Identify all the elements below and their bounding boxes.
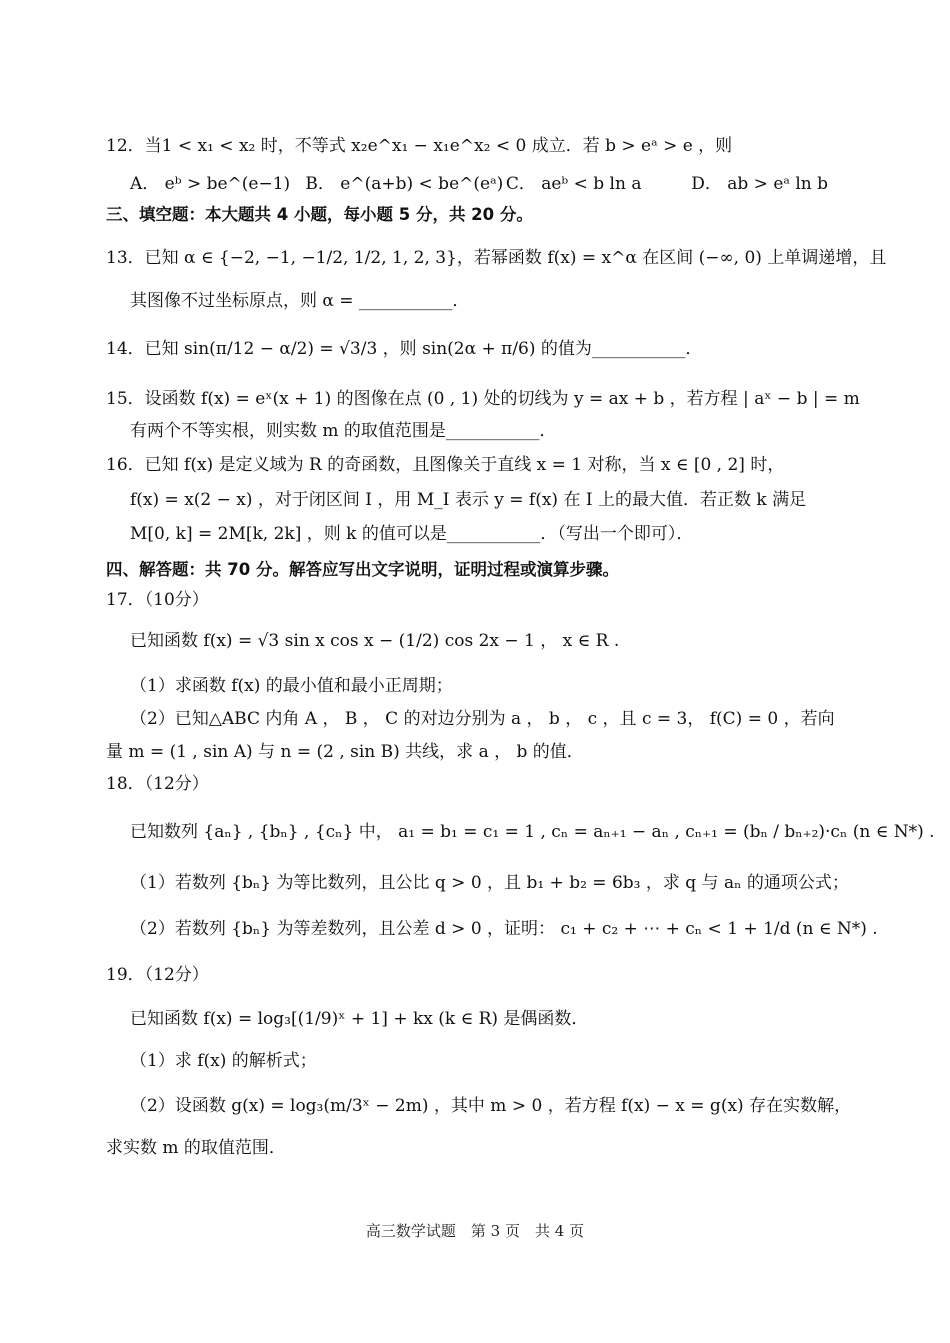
q13-line-1: 13．已知 α ∈ {−2, −1, −1/2, 1/2, 1, 2, 3}，若幂函数 f(x) = x^α 在区间 (−∞, 0) 上单调递增，且 <box>106 248 887 268</box>
q16-line-3: M[0, k] = 2M[k, 2k] ，则 k 的值可以是___________．（写出一个即可）． <box>130 524 694 544</box>
q15-line-2: 有两个不等实根，则实数 m 的取值范围是___________． <box>130 421 557 441</box>
q13-line-2: 其图像不过坐标原点，则 α = ___________． <box>130 291 470 311</box>
q17-stem: 已知函数 f(x) = √3 sin x cos x − (1/2) cos 2x − 1 ， x ∈ R . <box>130 631 620 651</box>
section-4-heading: 四、解答题：共 70 分。解答应写出文字说明，证明过程或演算步骤。 <box>106 560 619 579</box>
q12-option-b: B． e^(a+b) < be^(eᵃ) <box>305 174 504 194</box>
q17-part-1: （1）求函数 f(x) 的最小值和最小正周期； <box>130 676 453 696</box>
q16-line-1: 16．已知 f(x) 是定义域为 R 的奇函数，且图像关于直线 x = 1 对称，当 x ∈ [0 , 2] 时， <box>106 455 785 475</box>
q12-option-a: A． eᵇ > be^(e−1) <box>130 174 291 194</box>
q18-part-2: （2）若数列 {bₙ} 为等差数列，且公差 d > 0 ，证明： c₁ + c₂ + ⋯ + cₙ < 1 + 1/d (n ∈ N*) . <box>130 919 878 939</box>
q19-part-2-line-2: 求实数 m 的取值范围． <box>106 1138 286 1158</box>
q19-part-1: （1）求 f(x) 的解析式； <box>130 1051 317 1071</box>
q18-stem: 已知数列 {aₙ} , {bₙ} , {cₙ} 中， a₁ = b₁ = c₁ = 1 , cₙ = aₙ₊₁ − aₙ , cₙ₊₁ = (bₙ / bₙ₊₂)·cₙ (n ∈ N*) . <box>130 822 935 842</box>
q16-line-2: f(x) = x(2 − x) ，对于闭区间 I ，用 M_I 表示 y = f(x) 在 I 上的最大值．若正数 k 满足 <box>130 490 807 510</box>
section-3-heading: 三、填空题：本大题共 4 小题，每小题 5 分，共 20 分。 <box>106 205 533 224</box>
q17-part-2-line-2: 量 m = (1 , sin A) 与 n = (2 , sin B) 共线，求 a ， b 的值． <box>106 742 584 762</box>
q18-part-1: （1）若数列 {bₙ} 为等比数列，且公比 q > 0 ，且 b₁ + b₂ = 6b₃ ，求 q 与 aₙ 的通项公式； <box>130 873 849 893</box>
q12-options <box>130 171 828 197</box>
page-footer: 高三数学试题 第 3 页 共 4 页 <box>365 1222 585 1240</box>
q14-line: 14．已知 sin(π/12 − α/2) = √3/3 ，则 sin(2α + π/6) 的值为___________． <box>106 339 703 359</box>
q17-part-2-line-1: （2）已知△ABC 内角 A ， B ， C 的对边分别为 a ， b ， c ，且 c = 3， f(C) = 0 ，若向 <box>130 709 835 729</box>
q18-heading: 18．（12分） <box>106 774 209 794</box>
q12-option-d: D． ab > eᵃ ln b <box>691 174 829 194</box>
q19-stem: 已知函数 f(x) = log₃[(1/9)ˣ + 1] + kx (k ∈ R) 是偶函数． <box>130 1009 589 1029</box>
q19-part-2-line-1: （2）设函数 g(x) = log₃(m/3ˣ − 2m) ，其中 m > 0 ，若方程 f(x) − x = g(x) 存在实数解， <box>130 1096 852 1116</box>
q12-stem: 12．当1 < x₁ < x₂ 时，不等式 x₂e^x₁ − x₁e^x₂ < 0 成立．若 b > eᵃ > e ，则 <box>106 136 733 156</box>
q19-heading: 19．（12分） <box>106 965 209 985</box>
q15-line-1: 15．设函数 f(x) = eˣ(x + 1) 的图像在点 (0 , 1) 处的切线为 y = ax + b ，若方程 | aˣ − b | = m <box>106 389 860 409</box>
q17-heading: 17．（10分） <box>106 590 209 610</box>
q12-option-c: C． aeᵇ < b ln a <box>505 174 642 194</box>
